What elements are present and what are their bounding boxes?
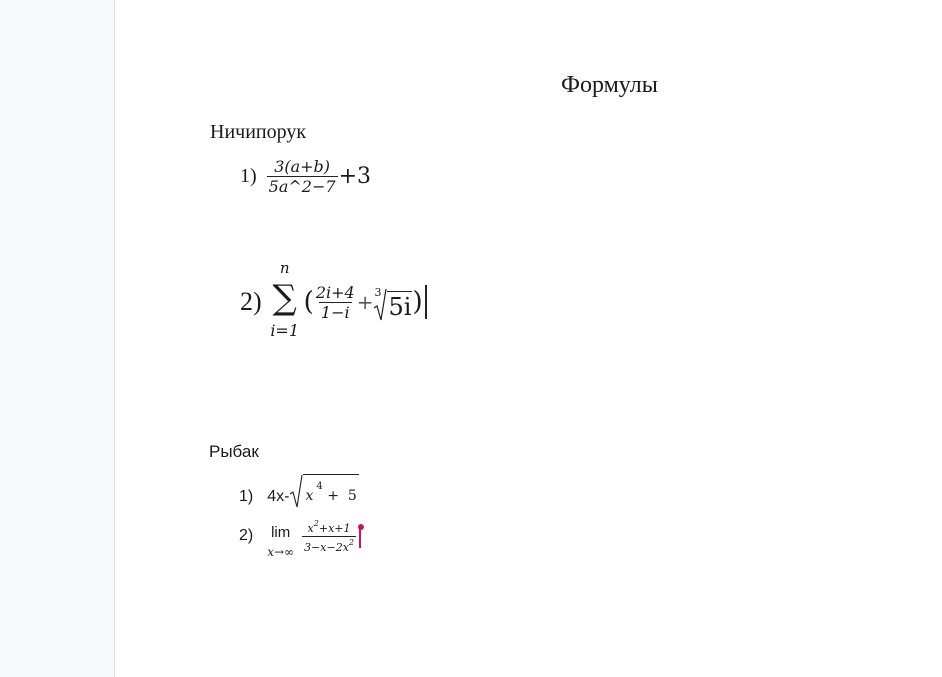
numerator-rest: +x+1 bbox=[318, 522, 351, 535]
formula-prefix: 4x- bbox=[267, 488, 290, 505]
denominator-term: 3−x−2x bbox=[304, 541, 349, 554]
fraction-denominator: 5a^2−7 bbox=[268, 176, 336, 196]
limit-operator: lim bbox=[271, 524, 291, 541]
document-title: Формулы bbox=[561, 72, 658, 98]
fraction-numerator: 3(a+b) bbox=[274, 156, 331, 176]
radicand bbox=[303, 474, 358, 509]
fraction-denominator bbox=[302, 536, 356, 554]
numerator-term: x bbox=[307, 522, 314, 535]
formula-1-1 bbox=[240, 152, 371, 200]
denominator-exponent: 2 bbox=[348, 538, 354, 547]
formula-1-2 bbox=[240, 260, 427, 344]
formula-number: 2) bbox=[239, 527, 254, 544]
fraction bbox=[314, 283, 357, 322]
fraction bbox=[267, 157, 338, 196]
root-index: 3 bbox=[374, 286, 382, 299]
formula-tail: +3 bbox=[338, 163, 371, 189]
sum-symbol: ∑ bbox=[272, 278, 297, 318]
formula-2-1 bbox=[239, 469, 359, 509]
close-paren: ) bbox=[412, 287, 423, 317]
formula-2-2 bbox=[239, 511, 366, 561]
open-paren: ( bbox=[303, 287, 314, 317]
radicand-base: x bbox=[305, 488, 314, 504]
limit-subscript: x→∞ bbox=[267, 545, 295, 559]
radicand-tail: + 5 bbox=[322, 488, 357, 504]
fraction-denominator: 1−i bbox=[320, 302, 350, 322]
radical-sign-icon bbox=[289, 473, 303, 509]
author-heading-2: Рыбак bbox=[209, 442, 259, 461]
formula-number: 1) bbox=[240, 164, 257, 187]
formula-number: 2) bbox=[240, 287, 262, 316]
fraction-numerator bbox=[306, 518, 353, 536]
left-gutter bbox=[0, 0, 115, 677]
radicand: 5i bbox=[388, 293, 412, 321]
formula-number: 1) bbox=[239, 488, 254, 505]
text-cursor bbox=[425, 285, 427, 319]
fraction bbox=[302, 518, 356, 554]
numerator-exponent: 2 bbox=[313, 519, 319, 528]
square-root bbox=[289, 473, 358, 509]
plus-sign: + bbox=[356, 290, 374, 314]
collaborator-cursor bbox=[358, 524, 366, 548]
document-page[interactable] bbox=[115, 0, 942, 677]
limit bbox=[267, 524, 294, 560]
sum-lower-limit: i=1 bbox=[270, 321, 300, 340]
cube-root bbox=[373, 282, 412, 322]
radicand-exponent: 4 bbox=[316, 481, 323, 492]
summation bbox=[267, 261, 303, 343]
sum-upper-limit: n bbox=[279, 259, 290, 277]
author-heading-1: Ничипорук bbox=[210, 121, 307, 143]
fraction-numerator: 2i+4 bbox=[315, 282, 355, 302]
